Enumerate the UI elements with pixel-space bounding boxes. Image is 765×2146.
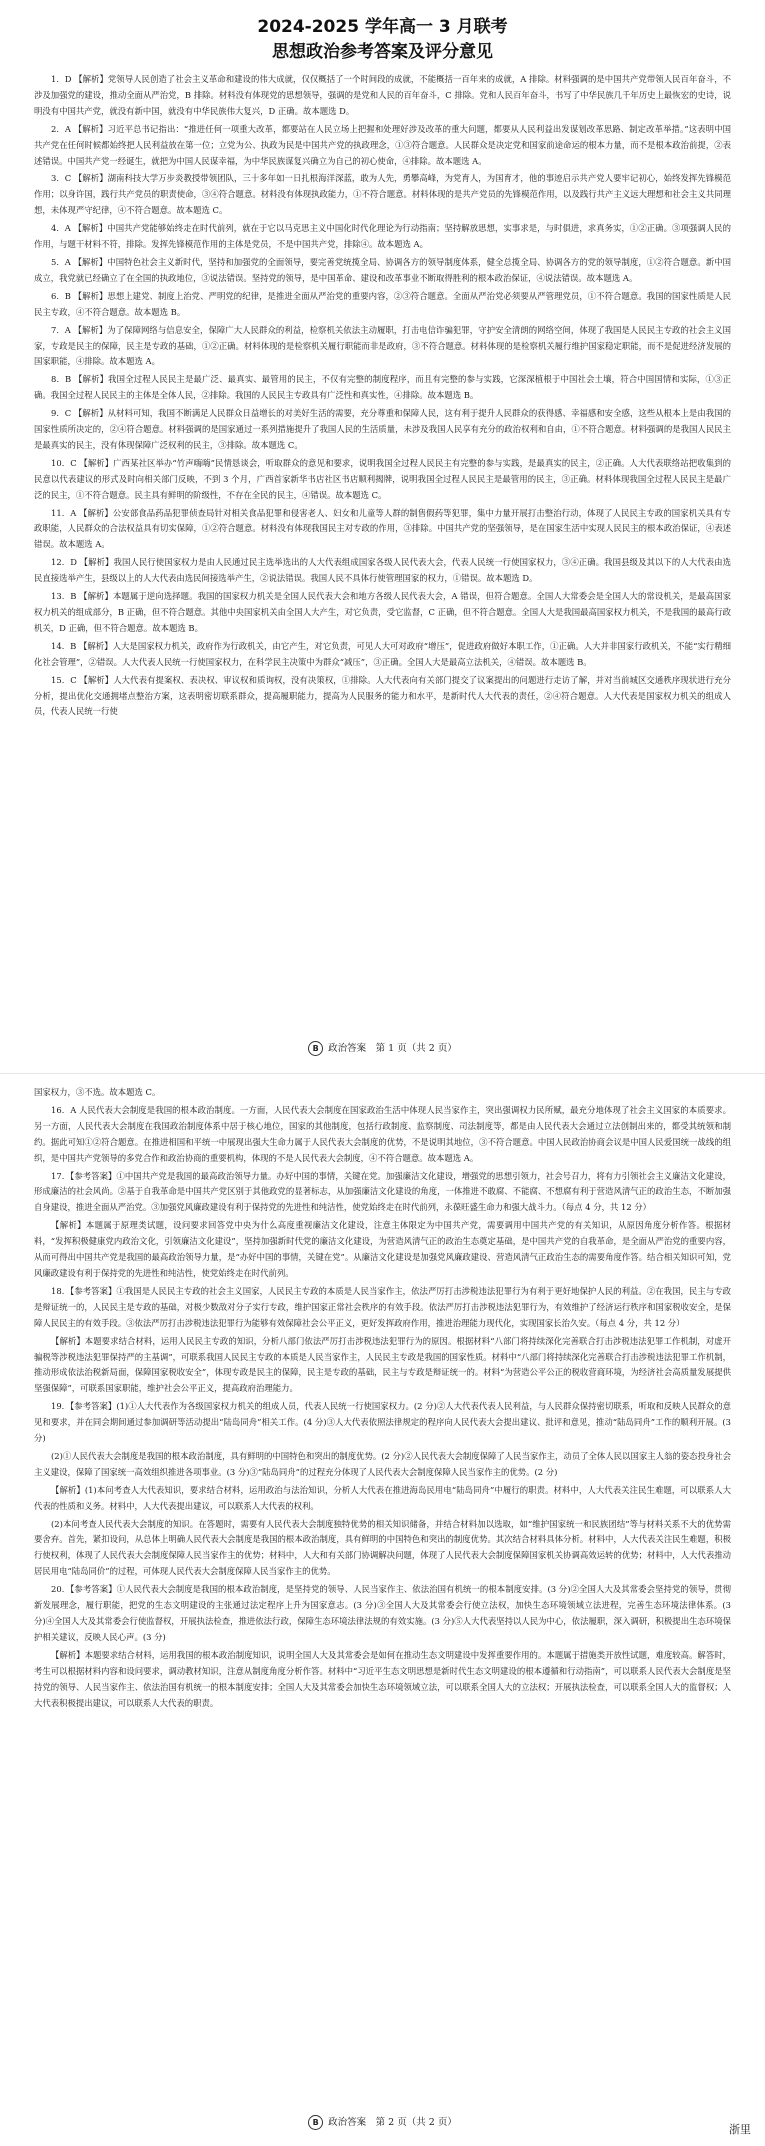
- answer-item-12: 12．D 【解析】我国人民行使国家权力是由人民通过民主选举选出的人大代表组成国家各级人民代表大会，代表人民统一行使国家权力，③④正确。我国县级及其以下的人大代表由选民直接选举产生，县级以上的人大代表由选民间接选举产生，②说法错误。我国人民不具体行使管理国家的权力，①错误。故本题选 D。: [34, 557, 731, 584]
- answer-item-5: 5．A 【解析】中国特色社会主义新时代，坚持和加强党的全面领导，要完善党统揽全局、协调各方的领导制度体系，健全总揽全局、协调各方的党的领导制度，①②符合题意。新中国成立，我党就已经确立了在全国的执政地位，③说法错误。坚持党的领导，是中国革命、建设和改革事业不断取得胜利的根本政治保证，④说法错误。故本题选 A。: [34, 256, 731, 283]
- corner-watermark-label: 浙里: [729, 2123, 751, 2136]
- answer-item-10: 10．C 【解析】广西某社区举办“竹声嗨嗨”民情恳谈会，听取群众的意见和要求，说明我国全过程人民民主有完整的参与实践，是最真实的民主，②正确。人大代表联络站把收集到的民意以代表建议的形式及时向相关部门反映，不到 3 个月，广西首家新华书店社区书店顺利揭牌，说明我国全过程人民民主是最管用的民主，③正确。材料体现我国全过程人民民主是最广泛的民主，①不符合题意。民主具有鲜明的阶级性，不存在全民的民主，④错误。故本题选 C。: [34, 457, 731, 500]
- paper-version-badge: B: [308, 1041, 323, 1056]
- page-2-body: [34, 1085, 731, 2085]
- answer-page-2: [0, 1073, 765, 2146]
- page-number-label: 政治答案 第 2 页（共 2 页）: [328, 2117, 457, 2128]
- answer-item-2: 2．A 【解析】习近平总书记指出：“推进任何一项重大改革，都要站在人民立场上把握和处理好涉及改革的重大问题，都要从人民利益出发谋划改革思路、制定改革举措。”这表明中国共产党在任何时候都始终把人民利益放在第一位；立党为公、执政为民是中国共产党的执政理念，①③符合题意。人民群众是决定党和国家前途命运的根本力量，而不是根本政治前提，②表述错误。中国共产党一经诞生，就把为中国人民谋幸福，为中华民族谋复兴确立为自己的初心使命，④排除。故本题选 A。: [34, 123, 731, 166]
- page-2-footer: [0, 2114, 765, 2130]
- answer-item-15-continued: 国家权力，③不选。故本题选 C。: [34, 1087, 161, 1097]
- answer-item-14: 14．B 【解析】人大是国家权力机关，政府作为行政机关，由它产生，对它负责，可见人大可对政府“增压”，促进政府做好本职工作，①正确。人大并非国家行政机关，不能“实行精细化社会管理”，②错误。人大代表人民统一行使国家权力，在科学民主决策中为群众“减压”，③正确。全国人大是最高立法机关，④错误。故本题选 B。: [34, 640, 731, 667]
- answer-item-16: 16．A 人民代表大会制度是我国的根本政治制度。一方面，人民代表大会制度在国家政治生活中体现人民当家作主，突出强调权力民所赋，最充分地体现了社会主义国家的本质要求。另一方面，人民代表大会制度在我国政治制度体系中居于核心地位，国家的其他制度，包括行政制度、监察制度、司法制度等，都是由人民代表大会通过立法创制出来的，都受其统领和制约。据此可知①②符合题意。在推进相国和平统一中展现出强大生命力属于人民代表大会制度的优势，不是说明其地位，③不符合题意。中国人民政治协商会议是中国人民爱国统一战线的组织，是中国共产党领导的多党合作和政治协商的重要机构，体现的不是人民代表大会制度，④不符合题意。故本题选 A。: [34, 1104, 731, 1163]
- page-1-body: [34, 72, 731, 1030]
- answer-item-18-analysis: 【解析】本题要求结合材料，运用人民民主专政的知识，分析八部门依法严厉打击涉税违法犯罪行为的原因。根据材料“八部门将持续深化完善联合打击涉税违法犯罪工作机制，对虚开骗税等涉税违法犯罪保持严的主基调”，可联系我国人民民主专政的本质是人民当家作主，人民民主专政是我国的国家性质。材料中“八部门将持续深化完善联合打击涉税违法犯罪工作机制，推动形成依法治税新局面，保障国家税收安全”，体现专政是民主的保障，民主是专政的基础，民主与专政是辩证统一的。材料“为营造公平公正的税收营商环境，为经济社会高质量发展提供坚强保障”，可联系国家职能，维护社会公平正义，提高政府治理能力。: [34, 1335, 731, 1394]
- page-number-label: 政治答案 第 1 页（共 2 页）: [328, 1043, 457, 1054]
- answer-item-3: 3．C 【解析】湖南科技大学万步炎教授带领团队，三十多年如一日扎根海洋深蓝，敢为人先，勇攀高峰，为党育人，为国育才，他的事迹启示共产党人要牢记初心，始终发挥先锋模范作用；以身许国，践行共产党员的职责使命，③④符合题意。材料没有体现执政能力，①不符合题意。材料体现的是共产党员的先锋模范作用，以及践行共产主义远大理想和社会主义共同理想，未体现严守纪律，④不符合题意。故本题选 C。: [34, 173, 731, 216]
- answer-item-19-analysis-1: 【解析】(1)本问考查人大代表知识，要求结合材料，运用政治与法治知识，分析人大代表在推进海岛民用电“陆岛同舟”中履行的职责。材料中，人大代表关注民生难题，可以联系人大代表的性质和义务。材料中，人大代表提出建议，可以联系人大代表的权利。: [34, 1484, 731, 1511]
- answer-item-11: 11．A 【解析】公安部食品药品犯罪侦查局针对相关食品犯罪和侵害老人、妇女和儿童等人群的制售假药等犯罪，集中力量开展打击整治行动，体现了人民民主专政的国家机关具有专政职能，人民群众的合法权益具有切实保障，①②符合题意。材料没有体现我国民主对专政的作用，③排除。中国共产党的坚强领导，是在国家生活中实现人民民主的根本政治保证，④表述错误。故本题选 A。: [34, 507, 731, 550]
- answer-item-19-part-2: (2)①人民代表大会制度是我国的根本政治制度，具有鲜明的中国特色和突出的制度优势。(2 分)②人民代表大会制度保障了人民当家作主，动员了全体人民以国家主人翁的姿态投身社会主义建设，保障了国家统一高效组织推进各项事业。(3 分)③“陆岛同舟”的过程充分体现了人民代表大会制度保障人民当家作主的优势。(2 分): [34, 1450, 731, 1477]
- answer-item-18: 18．【参考答案】①我国是人民民主专政的社会主义国家，人民民主专政的本质是人民当家作主，依法严厉打击涉税违法犯罪行为有利于更好地保护人民的利益。②在我国，民主与专政是辩证统一的，人民民主是专政的基础，对极少数敌对分子实行专政，维护国家正常社会秩序的有效手段。依法严厉打击涉税违法犯罪行为，有效维护了经济运行秩序和国家税收安全，是保障人民民主的有效手段。③依法严厉打击涉税违法犯罪行为能够有效保障社会公平正义，更好发挥政府作用，推进治理能力现代化，实现国家长治久安。（每点 4 分，共 12 分）: [34, 1285, 731, 1328]
- answer-key-title: 思想政治参考答案及评分意见: [272, 42, 493, 62]
- answer-item-17-analysis: 【解析】本题属于原理类试题，设问要求回答党中央为什么高度重视廉洁文化建设，注意主体限定为中国共产党，需要调用中国共产党的有关知识，从原因角度分析作答。根据材料，“发挥积极健康党内政治文化，引领廉洁文化建设”，坚持加强新时代党的廉洁文化建设，为营造风清气正的政治生态奠定基础，是中国共产党的自我革命，是全面从严治党的重要内容，从而可得出中国共产党是我国的最高政治领导力量，是“办好中国的事情，关键在党”。从廉洁文化建设是加强党风廉政建设、营造风清气正政治生态的需要角度作答。结合相关知识可知，党风廉政建设有利于保持党的先进性和纯洁性，使党始终走在时代前列。: [34, 1220, 731, 1278]
- answer-item-4: 4．A 【解析】中国共产党能够始终走在时代前列，就在于它以马克思主义中国化时代化理论为行动指南；坚持解放思想，实事求是，与时俱进，求真务实，①②正确。③项强调人民的作用，与题干材料不符，排除。发挥先锋模范作用的主体是党员，不是中国共产党，排除④。故本题选 A。: [34, 223, 731, 250]
- exam-title: 2024-2025 学年高一 3 月联考: [257, 17, 508, 37]
- answer-item-6: 6．B 【解析】思想上建党、制度上治党、严明党的纪律，是推进全面从严治党的重要内容，②③符合题意。全面从严治党必须要从严管理党员，①不符合题意。我国的国家性质是人民民主专政，④不符合题意。故本题选 B。: [34, 290, 731, 317]
- answer-item-15: 15．C 【解析】人大代表有提案权、表决权、审议权和质询权，没有决策权，①排除。人大代表向有关部门提交了议案提出的问题进行走访了解，并对当前城区交通秩序现状进行充分分析，提出优化交通拥堵点整治方案，这表明密切联系群众，提高履职能力，提高为人民服务的能力和水平，是新时代人大代表的责任，②④符合题意。人大代表是国家权力机关的组成人员，代表人民统一行使: [34, 674, 731, 717]
- answer-item-20: 20．【参考答案】①人民代表大会制度是我国的根本政治制度，是坚持党的领导、人民当家作主、依法治国有机统一的根本制度安排。(3 分)②全国人大及其常委会坚持党的领导，贯彻新发展理念，履行职能，把党的生态文明建设的主张通过法定程序上升为国家意志。(3 分)③全国人大及其常委会行使立法权，加快生态环境领域立法进程，完善生态环境法律体系。(3 分)④全国人大及其常委会行使监督权，开展执法检查，推进依法行政，保障生态环境法律法规的有效实施。(3 分)⑤人大代表坚持以人民为中心，依法履职，深入调研，积极提出生态环境保护相关建议，反映人民心声。(3 分): [34, 1584, 731, 1642]
- answer-item-20-analysis: 【解析】本题要求结合材料，运用我国的根本政治制度知识，说明全国人大及其常委会是如何在推动生态文明建设中发挥重要作用的。本题属于措施类开放性试题，难度较高。解答时，考生可以根据材料内容和设问要求，调动教材知识，注意从制度角度分析作答。材料中“习近平生态文明思想是新时代生态文明建设的根本遵循和行动指南”，可以联系人民代表大会制度是坚持党的领导、人民当家作主、依法治国有机统一的根本制度安排；全国人大及其常委会加快生态环境领域立法，可以联系全国人大的立法权；开展执法检查，可以联系全国人大的监督权；人大代表积极提出建议，可以联系人大代表的职责。: [34, 1649, 731, 1708]
- answer-item-17: 17．【参考答案】①中国共产党是我国的最高政治领导力量。办好中国的事情，关键在党。加强廉洁文化建设，增强党的思想引领力，社会号召力，将有力引领社会主义廉洁文化建设，形成廉洁的社会风尚。②基于自我革命是中国共产党区别于其他政党的显著标志，从加强廉洁文化建设的角度，一体推进不敢腐、不能腐、不想腐有利于营造风清气正的政治生态，不断加强自身建设，推进全面从严治党。③加强党风廉政建设有利于保持党的先进性和纯洁性，使党始终走在时代前列，永葆旺盛生命力和强大战斗力。（每点 4 分，共 12 分）: [34, 1170, 731, 1213]
- answer-item-9: 9．C 【解析】从材料可知，我国不断满足人民群众日益增长的对美好生活的需要，充分尊重和保障人民，这有利于提升人民群众的获得感、幸福感和安全感，这些从根本上是由我国的国家性质所决定的，②④符合题意。材料强调的是国家通过一系列措施提升了我国人民的生活质量，未涉及我国人民享有充分的政治权利和自由，①不符合题意。材料强调的是我国人民民主是最真实的民主，没有体现保障广泛权利的民主，③排除。故本题选 C。: [34, 408, 731, 450]
- answer-item-19-analysis-2: (2)本问考查人民代表大会制度的知识。在答题时，需要有人民代表大会制度独特优势的相关知识储备，并结合材料加以选取，如“维护国家统一和民族团结”等与材料关系不大的优势需要舍弃。首先，紧扣设问，从总体上明确人民代表大会制度是我国的根本政治制度，具有鲜明的中国特色和突出的制度优势。其次结合材料具体分析。材料中，人大代表关注民生难题，积极行使权利，体现了人民代表大会制度保障人民当家作主的优势；材料中，人大和有关部门协调解决问题，体现了人民代表大会制度保障国家机关协调高效运转的优势；材料中，人大代表推动居民用电“陆岛同价”的过程，可体现人民代表大会制度保障人民当家作主的优势。: [34, 1518, 731, 1577]
- page-1-footer: [0, 1040, 765, 1056]
- answer-item-7: 7．A 【解析】为了保障网络与信息安全，保障广大人民群众的利益，检察机关依法主动履职，打击电信诈骗犯罪，守护安全清朗的网络空间，体现了我国是人民民主专政的社会主义国家，专政是民主的保障，民主是专政的基础，①②正确。材料体现的是检察机关履行职能而非是政府，③不符合题意。材料体现的是检察机关履行维护国家稳定职能，而不是促进经济发展的国家职能，④排除。故本题选 A。: [34, 324, 731, 367]
- answer-item-19: 19．【参考答案】(1)①人大代表作为各级国家权力机关的组成人员，代表人民统一行使国家权力。(2 分)②人大代表代表人民利益，与人民群众保持密切联系，听取和反映人民群众的意见和要求，并在同会期间通过参加调研等活动提出“陆岛同舟”相关工作。(4 分)③人大代表依照法律规定的程序向人民代表大会提出建议、批评和意见，推动“陆岛同舟”工作的顺利开展。(3 分): [34, 1401, 731, 1444]
- paper-version-badge: B: [308, 2115, 323, 2130]
- answer-item-13: 13．B 【解析】本题属于逆向选择题。我国的国家权力机关是全国人民代表大会和地方各级人民代表大会，A 错误，但符合题意。全国人大常委会是全国人大的常设机关，是最高国家权力机关的组成部分，B 正确，但不符合题意。其他中央国家机关由全国人大产生，对它负责，受它监督，C 正确，但不符合题意。全国人大是我国最高国家权力机关，不是我国的最高行政机关，D 正确，但不符合题意。故本题选 B。: [34, 591, 731, 633]
- answer-item-1: 1．D 【解析】党领导人民创造了社会主义革命和建设的伟大成就，仅仅概括了一个时间段的成就，不能概括一百年来的成就，A 排除。材料强调的是中国共产党带领人民百年奋斗，不涉及加强党的建设，推动全面从严治党，B 排除。材料没有体现党的思想领导，强调的是党和人民的百年奋斗，C 排除。党和人民百年奋斗，书写了中华民族几千年历史上最恢宏的史诗，说明没有中国共产党，就没有新中国，就没有中华民族伟大复兴，D 正确。故本题选 D。: [34, 74, 731, 116]
- answer-item-8: 8．B 【解析】我国全过程人民民主是最广泛、最真实、最管用的民主，不仅有完整的制度程序，而且有完整的参与实践，它深深植根于中国社会土壤，符合中国国情和实际，①③正确。我国全过程人民民主的主体是全体人民，②排除。我国的人民民主专政具有广泛性和真实性，④排除。故本题选 B。: [34, 374, 731, 401]
